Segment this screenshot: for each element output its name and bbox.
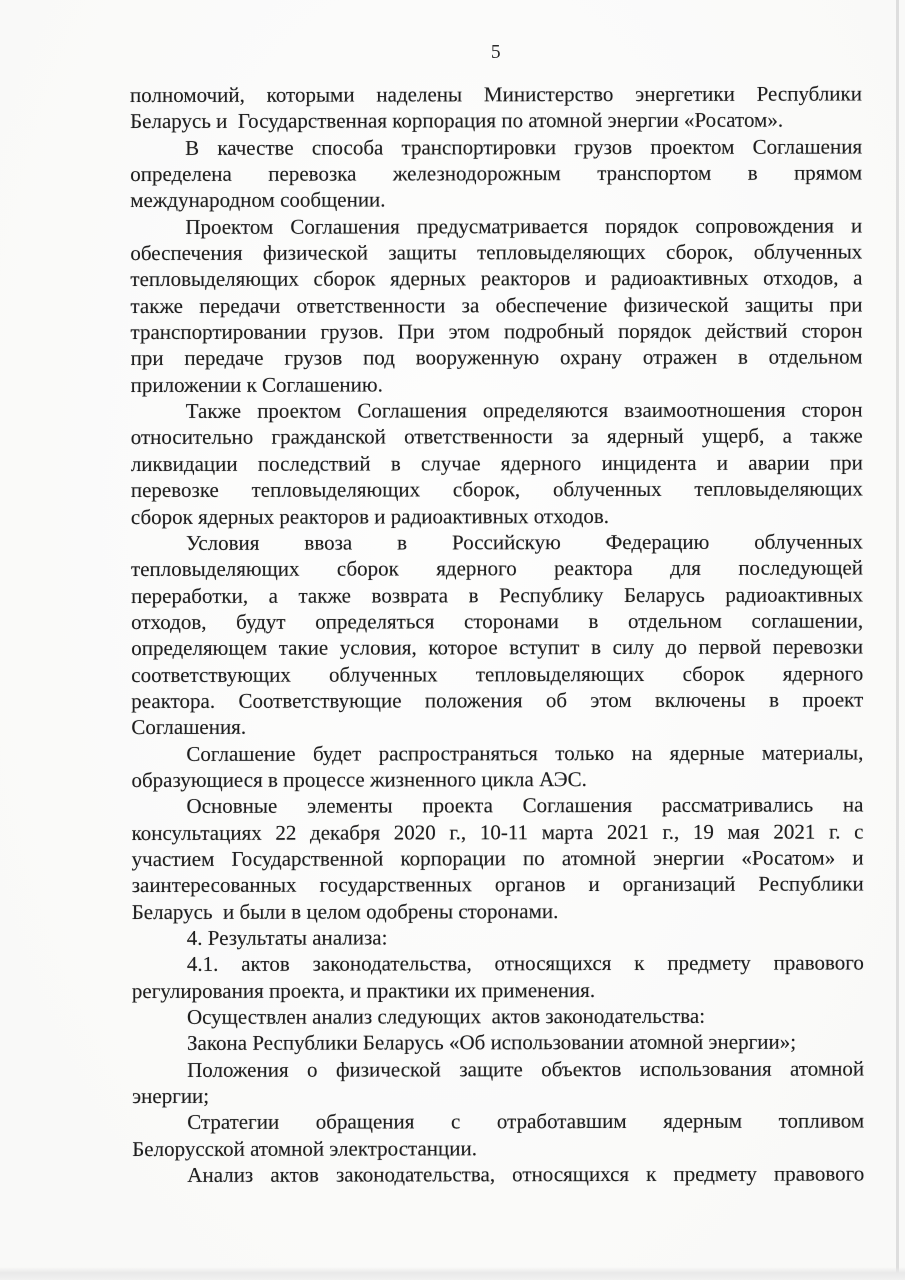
word: отработавшим xyxy=(496,1109,627,1134)
word: Положения xyxy=(187,1057,289,1082)
word: Государственной xyxy=(231,846,384,871)
word: вступит xyxy=(509,635,580,660)
word: действий xyxy=(705,318,788,343)
word: в xyxy=(588,608,599,633)
text-line xyxy=(132,871,864,899)
word: энергетики xyxy=(635,81,735,106)
word: Министерство xyxy=(483,81,614,107)
word: последующей xyxy=(738,555,864,580)
word: сборок xyxy=(313,266,376,292)
word: марта xyxy=(541,819,594,844)
word: качестве xyxy=(217,135,294,160)
word: до xyxy=(665,635,687,660)
word: и xyxy=(588,872,600,897)
word: Соглашения xyxy=(290,214,400,239)
word: Республики xyxy=(756,81,863,106)
word: ядерного xyxy=(782,661,864,686)
text-line xyxy=(132,1055,864,1083)
word: Соглашение xyxy=(186,741,296,766)
word: 2021 xyxy=(606,819,649,844)
word: правового xyxy=(773,950,864,975)
word: также xyxy=(130,293,184,318)
text-line xyxy=(130,133,862,161)
word: с xyxy=(450,1109,461,1134)
word: топливом xyxy=(778,1108,865,1134)
word: при xyxy=(130,346,164,371)
word: реактора xyxy=(554,556,633,581)
text-line xyxy=(131,660,863,688)
word: будут xyxy=(236,609,286,634)
word: государственных xyxy=(319,872,473,897)
word: физической xyxy=(623,292,729,317)
word: в xyxy=(390,451,401,476)
word: г., xyxy=(662,819,680,844)
word: использования xyxy=(639,1056,772,1081)
word: порядок xyxy=(618,318,692,344)
text-line: Беларусь и Государственная корпорация по атомной энергии «Росатом». xyxy=(130,107,784,134)
word: сборок xyxy=(336,556,399,581)
word: перевозке xyxy=(130,477,219,503)
word: под xyxy=(363,345,395,370)
text-line xyxy=(131,555,863,583)
word: ликвидации xyxy=(130,451,238,476)
paragraph xyxy=(130,212,862,398)
text-line xyxy=(131,607,863,635)
word: сборок, xyxy=(452,477,521,502)
word: энергии xyxy=(653,845,725,870)
word: законодательства, xyxy=(335,1162,496,1187)
word: радиоактивных xyxy=(725,581,864,607)
word: тепловыделяющих xyxy=(694,476,863,501)
text-line: энергии; xyxy=(132,1083,210,1109)
scan-bottom-band xyxy=(0,1267,905,1280)
text-line xyxy=(131,476,863,504)
word: аварии xyxy=(748,450,810,475)
word: по xyxy=(523,846,545,871)
word: «Росатом» xyxy=(741,845,836,870)
word: в xyxy=(591,635,602,660)
word: ответственности xyxy=(296,293,446,318)
word: физической xyxy=(335,1057,441,1082)
word: будет xyxy=(312,741,362,766)
word: распространяться xyxy=(378,740,538,766)
word: Соглашения xyxy=(522,793,633,818)
word: предмету xyxy=(667,951,751,976)
word: тепловыделяющих xyxy=(475,661,645,686)
word: подробный xyxy=(503,319,605,344)
word: г., xyxy=(449,819,467,844)
word: отходов, xyxy=(763,265,839,291)
word: рассматривались xyxy=(661,792,814,818)
text-line xyxy=(131,528,863,556)
text-line xyxy=(132,1108,864,1136)
word: переработки, xyxy=(131,583,249,608)
paragraph xyxy=(132,950,864,1004)
word: относящихся xyxy=(512,1162,630,1187)
text-line xyxy=(131,634,863,662)
word: сборок, xyxy=(666,239,734,264)
word: отражен xyxy=(642,345,718,370)
word: законодательства, xyxy=(312,951,472,976)
word: этом xyxy=(590,687,632,712)
word: актов xyxy=(241,952,290,977)
word: физической xyxy=(262,240,368,265)
paragraph xyxy=(132,1108,864,1162)
word: грузов xyxy=(574,134,633,159)
word: обеспечения xyxy=(130,240,243,266)
word: в xyxy=(737,345,748,370)
word: тепловыделяющих xyxy=(251,477,421,502)
word: 2020 xyxy=(393,819,436,845)
word: за xyxy=(461,293,480,318)
word: включены xyxy=(654,687,746,712)
text-line: образующиеся в процессе жизненного цикла АЭС. xyxy=(131,766,587,792)
word: передаче xyxy=(184,346,264,371)
word: облученных xyxy=(754,529,863,554)
word: случае xyxy=(420,451,481,476)
word: г. xyxy=(828,819,841,844)
text-line xyxy=(131,686,863,714)
word: Республику xyxy=(499,582,604,607)
word: относительно xyxy=(130,425,254,450)
text-line xyxy=(131,397,863,425)
word: этом xyxy=(448,319,490,344)
word: тепловыделяющих xyxy=(130,556,300,582)
word: на xyxy=(842,792,864,817)
word: и xyxy=(852,845,864,870)
word: в xyxy=(468,582,479,607)
word: и xyxy=(584,266,597,291)
word: Соглашения xyxy=(752,134,863,159)
word: о xyxy=(306,1057,318,1082)
text-line xyxy=(130,318,862,346)
text-line: Соглашения. xyxy=(131,715,247,740)
text-line: Белорусской атомной электростанции. xyxy=(132,1136,478,1161)
text-line xyxy=(130,212,862,240)
word: силу xyxy=(612,635,655,660)
word: декабря xyxy=(310,820,381,845)
word: 19 xyxy=(692,819,714,844)
word: отдельном xyxy=(768,344,863,370)
word: тепловыделяющих xyxy=(130,267,299,292)
word: предусматривается xyxy=(416,213,589,239)
word: передачи xyxy=(199,293,281,318)
word: также xyxy=(810,423,863,449)
word: Республики xyxy=(758,871,864,896)
word: гражданской xyxy=(271,424,386,450)
word: сторонами xyxy=(463,608,559,634)
text-line xyxy=(130,159,862,187)
text-line xyxy=(131,581,863,609)
word: определяются xyxy=(482,398,609,423)
word: Стратегии xyxy=(187,1110,280,1135)
text-line: международном сообщении. xyxy=(130,187,386,213)
word: защиты xyxy=(744,292,814,317)
word: защите xyxy=(459,1056,523,1082)
word: облученных xyxy=(328,661,438,687)
word: порядок xyxy=(605,213,679,238)
word: в xyxy=(747,160,758,185)
word: транспортом xyxy=(597,160,712,186)
word: обеспечение xyxy=(495,292,608,317)
word: радиоактивных xyxy=(610,266,749,291)
word: отдельном xyxy=(628,608,722,633)
word: перевозки xyxy=(772,634,864,659)
word: 2021 xyxy=(773,819,816,844)
word: Анализ xyxy=(187,1162,254,1187)
word: при xyxy=(829,450,863,475)
paragraph xyxy=(130,133,862,214)
paragraph xyxy=(132,923,864,951)
text-line xyxy=(131,423,863,451)
word: Соответствующие xyxy=(238,688,402,713)
word: положения xyxy=(424,688,523,713)
text-line xyxy=(130,239,862,267)
text-line xyxy=(130,80,862,108)
word: облученных xyxy=(552,477,662,502)
word: облученных xyxy=(753,239,863,264)
word: только xyxy=(555,740,615,765)
word: Условия xyxy=(185,530,260,555)
paragraph xyxy=(131,528,863,740)
word: для xyxy=(670,555,701,581)
text-line xyxy=(131,739,863,767)
word: ядерных xyxy=(390,266,467,291)
word: проект xyxy=(802,687,864,712)
word: вооруженную xyxy=(415,345,540,370)
word: ядерным xyxy=(663,1109,743,1134)
word: сторон xyxy=(801,318,863,343)
word: и xyxy=(850,213,863,238)
text-line xyxy=(131,344,863,372)
word: определяющем xyxy=(131,635,268,661)
paragraph xyxy=(131,397,863,530)
word: и xyxy=(716,450,729,475)
word: грузов. xyxy=(320,319,384,344)
word: консультациях xyxy=(131,820,262,845)
word: организаций xyxy=(622,872,736,897)
word: в xyxy=(769,687,780,712)
word: в xyxy=(397,530,408,555)
word: ответственности xyxy=(404,424,553,449)
word: Также xyxy=(185,398,242,424)
text-line xyxy=(131,792,863,820)
word: В xyxy=(185,135,200,160)
word: условия, xyxy=(339,635,417,660)
word: такие xyxy=(278,635,329,660)
word: ущерб, xyxy=(701,424,765,449)
word: которыми xyxy=(266,82,355,107)
word: Федерацию xyxy=(605,529,710,554)
word: сторон xyxy=(801,397,863,422)
paragraph xyxy=(131,739,863,793)
word: проектом xyxy=(650,134,735,159)
text-line: Закона Республики Беларусь «Об использовании атомной энергии»; xyxy=(186,1029,797,1056)
text-line: Беларусь и были в целом одобрены сторонами. xyxy=(131,898,559,924)
word: 22 xyxy=(275,820,297,845)
text-line xyxy=(132,844,864,872)
word: наделены xyxy=(376,82,463,107)
word: элементы xyxy=(307,793,393,818)
scan-edge-line xyxy=(896,0,899,1280)
word: инцидента xyxy=(601,450,697,475)
word: относящихся xyxy=(494,951,612,976)
word: к xyxy=(634,951,645,976)
text-line xyxy=(132,818,864,846)
text-line xyxy=(131,449,863,477)
word: охрану xyxy=(559,345,623,370)
word: взаимоотношения xyxy=(624,397,786,423)
word: органов xyxy=(494,872,566,897)
word: сопровождения xyxy=(695,213,834,238)
word: защиты xyxy=(388,240,457,265)
text-line xyxy=(130,291,862,319)
text-line xyxy=(132,1161,864,1189)
word: сборок xyxy=(682,661,745,686)
text-line: регулирования проекта, и практики их применения. xyxy=(131,977,596,1003)
word: проектом xyxy=(257,398,342,423)
word: объектов xyxy=(541,1056,622,1081)
paragraph xyxy=(132,1029,864,1057)
word: Соглашения xyxy=(357,398,467,423)
word: корпорации xyxy=(400,846,506,871)
word: актов xyxy=(270,1162,319,1187)
word: Беларусь xyxy=(623,582,705,607)
word: за xyxy=(571,424,589,449)
word: 4.1. xyxy=(186,952,219,977)
word: проекта xyxy=(422,793,493,818)
word: а xyxy=(268,583,278,608)
word: железнодорожным xyxy=(392,161,561,186)
word: транспортировании xyxy=(130,319,307,345)
word: при xyxy=(829,292,863,317)
word: Российскую xyxy=(452,529,561,555)
word: также xyxy=(298,583,352,608)
word: ввоза xyxy=(304,530,353,555)
word: которое xyxy=(428,635,498,660)
word: а xyxy=(782,424,792,449)
word: соответствующих xyxy=(131,662,291,687)
text-line: 4. Результаты анализа: xyxy=(186,925,388,950)
word: заинтересованных xyxy=(131,872,297,898)
paragraph xyxy=(132,1055,864,1109)
word: реакторов xyxy=(480,266,571,291)
word: мая xyxy=(727,819,760,844)
word: участием xyxy=(131,846,215,871)
word: первой xyxy=(698,634,762,660)
word: предмету xyxy=(673,1161,757,1186)
word: соглашении, xyxy=(751,608,864,633)
page-number: 5 xyxy=(490,42,502,63)
word: последствий xyxy=(257,451,371,476)
text-line: приложении к Соглашению. xyxy=(130,372,383,397)
word: с xyxy=(854,819,864,844)
word: а xyxy=(853,265,863,290)
word: атомной xyxy=(789,1056,865,1081)
text-line xyxy=(130,265,862,293)
text-line: сборок ядерных реакторов и радиоактивных отходов. xyxy=(130,503,610,529)
word: материалы, xyxy=(761,740,864,765)
word: возврата xyxy=(371,582,449,608)
text-line xyxy=(132,950,864,978)
paragraph xyxy=(132,1161,864,1189)
word: ядерные xyxy=(669,740,745,765)
word: атомной xyxy=(561,845,636,871)
word: тепловыделяющих xyxy=(477,239,646,265)
word: полномочий, xyxy=(130,82,245,107)
word: ядерный xyxy=(606,424,684,449)
word: перевозка xyxy=(268,161,357,186)
word: 10-11 xyxy=(479,819,529,844)
word: к xyxy=(646,1161,657,1187)
word: об xyxy=(545,687,568,713)
word: определяться xyxy=(315,609,435,634)
paragraph xyxy=(132,1002,864,1030)
word: При xyxy=(397,319,435,344)
word: Проектом xyxy=(185,214,274,239)
word: Основные xyxy=(186,793,278,819)
paragraph xyxy=(130,80,862,134)
document-body xyxy=(130,80,864,1188)
word: способа xyxy=(311,135,384,160)
word: прямом xyxy=(794,160,863,185)
paragraph xyxy=(131,792,863,925)
word: обращения xyxy=(315,1109,415,1135)
word: определена xyxy=(130,161,232,187)
word: отходов, xyxy=(131,609,207,634)
word: реактора. xyxy=(131,688,216,713)
text-line: Осуществлен анализ следующих актов законодательства: xyxy=(186,1003,706,1029)
word: ядерного xyxy=(436,556,517,581)
word: на xyxy=(631,740,653,765)
word: грузов xyxy=(284,345,343,371)
word: правового xyxy=(773,1161,865,1186)
word: транспортировки xyxy=(401,134,557,160)
word: ядерного xyxy=(500,450,582,476)
